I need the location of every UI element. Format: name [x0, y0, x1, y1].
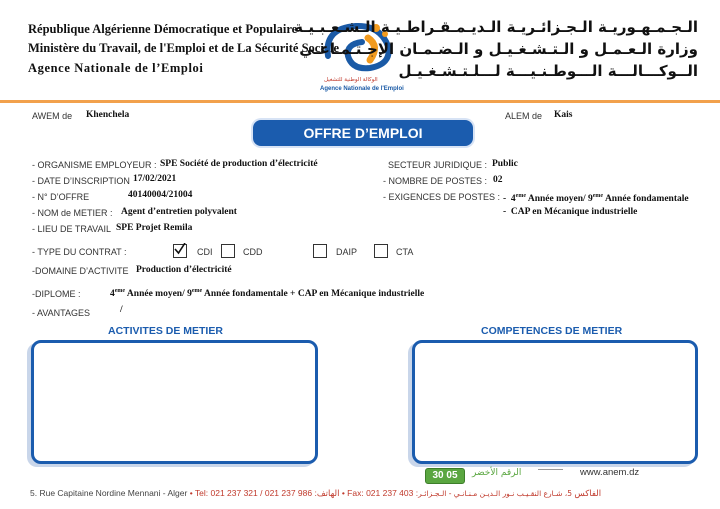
green-number: 30 05: [425, 468, 465, 484]
cdd-label: CDD: [243, 247, 263, 257]
offer-number-label: - N° D’OFFRE: [32, 192, 90, 202]
competences-heading: COMPETENCES DE METIER: [481, 325, 623, 337]
alem-value: Kais: [554, 110, 573, 120]
header-fr-agency: Agence Nationale de l’Emploi: [28, 61, 204, 75]
lieu-value: SPE Projet Remila: [116, 223, 193, 233]
cdi-checkbox[interactable]: [173, 244, 187, 258]
footer-fax: • Fax: 021 237 403 :الفاكس: [341, 488, 602, 498]
domaine-value: Production d’électricité: [136, 265, 232, 275]
logo-text-ar: الوكالة الوطنية للتشغيل: [324, 77, 378, 83]
cta-checkbox[interactable]: [374, 244, 388, 258]
cdi-label: CDI: [197, 247, 213, 257]
date-value: 17/02/2021: [133, 174, 177, 184]
offer-title: OFFRE D’EMPLOI: [253, 120, 473, 146]
activites-heading: ACTIVITES DE METIER: [108, 325, 223, 337]
footer-address-ar: 5، شـارع النقـيـب نـور الـديـن مـنـانـي - الـجـزائـر: [418, 489, 573, 498]
website-link[interactable]: www.anem.dz: [580, 467, 640, 478]
date-label: - DATE D’INSCRIPTION: [32, 176, 130, 186]
organisme-label: - ORGANISME EMPLOYEUR :: [32, 160, 157, 170]
header-fr-republic: République Algérienne Démocratique et Populaire: [28, 22, 298, 36]
header-ar-republic: الـجـمـهـوريـة الـجـزائـريـة الـديـمـقـراطـيـة الـشـعـبـيـة: [294, 18, 698, 36]
offer-number-value: 40140004/21004: [128, 190, 193, 200]
awem-value: Khenchela: [86, 110, 130, 120]
daip-checkbox[interactable]: [313, 244, 327, 258]
contrat-label: - TYPE DU CONTRAT :: [32, 247, 127, 257]
postes-label: - NOMBRE DE POSTES :: [383, 176, 488, 186]
header-ar-ministry: وزارة الـعـمـل و الـتـشـغـيـل و الـضـمـان الإجـتـمـاعـي: [299, 40, 698, 58]
exigences-label: - EXIGENCES DE POSTES :: [383, 192, 501, 202]
awem-label: AWEM de: [32, 111, 73, 121]
header-fr-ministry: Ministère du Travail, de l'Emploi et de La Sécurité Sociale: [28, 41, 340, 55]
metier-value: Agent d’entretien polyvalent: [121, 207, 237, 217]
diplome-label: -DIPLOME :: [32, 289, 81, 299]
postes-value: 02: [493, 175, 503, 185]
metier-label: - NOM de METIER :: [32, 208, 113, 218]
header-divider: [0, 100, 720, 103]
green-number-label: الرقم الأخضر: [472, 468, 522, 478]
check-icon: [174, 243, 186, 255]
exigence-item-2: - CAP en Mécanique industrielle: [503, 207, 638, 217]
organisme-value: SPE Société de production d’électricité: [160, 159, 318, 169]
separator-line: [538, 469, 563, 470]
lieu-label: - LIEU DE TRAVAIL: [32, 224, 112, 234]
footer-address-fr: 5. Rue Capitaine Nordine Mennani - Alger: [30, 488, 188, 498]
header-ar-agency: الــوكـــالـــة الـــوطـنـيـــة لـــلـتـشـغـيـل: [398, 62, 698, 80]
daip-label: DAIP: [336, 247, 358, 257]
secteur-value: Public: [492, 159, 518, 169]
footer-tel: • Tel: 021 237 321 / 021 237 986 :الهاتف: [189, 488, 340, 498]
cta-label: CTA: [396, 247, 414, 257]
avantages-label: - AVANTAGES: [32, 308, 91, 318]
logo-text-fr: Agence Nationale de l'Emploi: [320, 86, 404, 92]
secteur-label: SECTEUR JURIDIQUE :: [388, 160, 488, 170]
alem-label: ALEM de: [505, 111, 543, 121]
domaine-label: -DOMAINE D’ACTIVITE: [32, 266, 129, 276]
diplome-value: 4eme Année moyen/ 9eme Année fondamentale + CAP en Mécanique industrielle: [110, 288, 425, 300]
exigence-item-1: - 4eme Année moyen/ 9eme Année fondamentale: [503, 193, 689, 205]
avantages-value: /: [120, 305, 123, 315]
activites-box[interactable]: [31, 340, 318, 464]
footer-address: [30, 488, 601, 499]
competences-box[interactable]: [412, 340, 698, 464]
cdd-checkbox[interactable]: [221, 244, 235, 258]
